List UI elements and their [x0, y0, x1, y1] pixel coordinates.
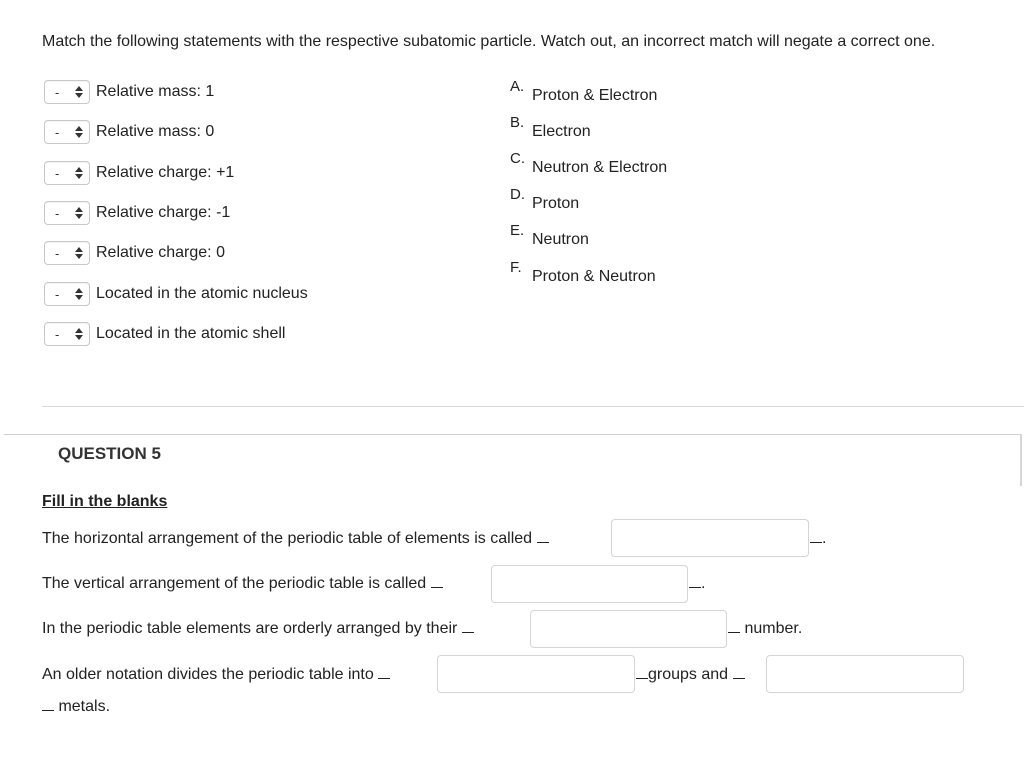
blank-underline: [462, 618, 474, 633]
answer-letter: C.: [510, 150, 525, 167]
answer-option: [510, 186, 579, 213]
match-row: [44, 280, 308, 308]
statement-label: Relative mass: 1: [96, 83, 215, 100]
sentence-2-end: [689, 573, 705, 593]
answer-letter: E.: [510, 222, 525, 239]
answer-letter: D.: [510, 186, 525, 203]
select-value: -: [55, 286, 60, 302]
answer-option: [510, 78, 657, 105]
match-select-3[interactable]: [44, 161, 90, 185]
answer-option: [510, 259, 656, 286]
answer-letter: F.: [510, 259, 522, 276]
sentence-text: .: [822, 530, 827, 547]
sentence-3: [42, 618, 474, 638]
statement-label: Relative mass: 0: [96, 123, 215, 140]
answer-text: Proton & Electron: [532, 87, 658, 104]
blank-underline: [636, 664, 648, 679]
sentence-1-end: [810, 528, 826, 548]
sentence-2: [42, 573, 443, 593]
up-down-arrows-icon: [75, 126, 83, 138]
select-value: -: [55, 245, 60, 261]
blank-underline: [42, 696, 54, 711]
up-down-arrows-icon: [75, 328, 83, 340]
answer-letter: B.: [510, 114, 525, 131]
blank-underline: [810, 528, 822, 543]
answer-text: Proton & Neutron: [532, 268, 656, 285]
statement-label: Relative charge: -1: [96, 204, 231, 221]
sentence-4-end: [42, 696, 110, 716]
blank-input-5[interactable]: [766, 655, 964, 693]
answer-option: [510, 114, 591, 141]
sentence-text: number.: [744, 620, 803, 637]
sentence-text: In the periodic table elements are orderly arranged by their: [42, 620, 458, 637]
answer-option: [510, 150, 667, 177]
statement-label: Located in the atomic nucleus: [96, 285, 308, 302]
divider: [42, 406, 1024, 407]
select-value: -: [55, 124, 60, 140]
question-title: QUESTION 5: [58, 444, 161, 463]
match-select-4[interactable]: [44, 201, 90, 225]
match-row: [44, 78, 214, 106]
blank-underline: [728, 618, 740, 633]
answer-text: Electron: [532, 123, 591, 140]
statement-label: Relative charge: +1: [96, 164, 235, 181]
sentence-1: [42, 528, 549, 548]
answer-text: Neutron & Electron: [532, 159, 668, 176]
up-down-arrows-icon: [75, 288, 83, 300]
blank-input-1[interactable]: [611, 519, 809, 557]
sentence-4: [42, 664, 390, 684]
match-row: [44, 320, 285, 348]
blank-input-3[interactable]: [530, 610, 727, 648]
match-row: [44, 239, 225, 267]
question-subtitle: Fill in the blanks: [42, 493, 168, 510]
sentence-4-middle: [636, 664, 745, 684]
up-down-arrows-icon: [75, 207, 83, 219]
answer-text: Proton: [532, 195, 580, 212]
select-value: -: [55, 205, 60, 221]
up-down-arrows-icon: [75, 86, 83, 98]
statement-label: Relative charge: 0: [96, 244, 225, 261]
sentence-text: groups and: [648, 666, 729, 683]
answer-text: Neutron: [532, 231, 589, 248]
blank-underline: [733, 664, 745, 679]
sentence-text: The vertical arrangement of the periodic table is called: [42, 575, 427, 592]
statement-label: Located in the atomic shell: [96, 325, 286, 342]
match-row: [44, 159, 234, 187]
up-down-arrows-icon: [75, 167, 83, 179]
match-select-7[interactable]: [44, 322, 90, 346]
panel-edge: [1020, 434, 1022, 486]
sentence-text: .: [701, 575, 706, 592]
select-value: -: [55, 326, 60, 342]
blank-input-2[interactable]: [491, 565, 688, 603]
match-select-1[interactable]: [44, 80, 90, 104]
match-select-2[interactable]: [44, 120, 90, 144]
blank-underline: [378, 664, 390, 679]
answer-letter: A.: [510, 78, 525, 95]
answer-option: [510, 222, 589, 249]
sentence-text: The horizontal arrangement of the periodic table of elements is called: [42, 530, 533, 547]
select-value: -: [55, 165, 60, 181]
blank-underline: [689, 573, 701, 588]
instructions-text: Match the following statements with the respective subatomic particle. Watch out, an incorrect match will negate a correct one.: [42, 33, 936, 50]
sentence-text: An older notation divides the periodic table into: [42, 666, 374, 683]
blank-underline: [537, 528, 549, 543]
match-row: [44, 118, 214, 146]
match-select-5[interactable]: [44, 241, 90, 265]
up-down-arrows-icon: [75, 247, 83, 259]
blank-underline: [431, 573, 443, 588]
question-divider: [4, 434, 1020, 435]
match-row: [44, 199, 230, 227]
sentence-3-end: [728, 618, 802, 638]
sentence-text: metals.: [58, 698, 111, 715]
match-select-6[interactable]: [44, 282, 90, 306]
blank-input-4[interactable]: [437, 655, 635, 693]
select-value: -: [55, 84, 60, 100]
